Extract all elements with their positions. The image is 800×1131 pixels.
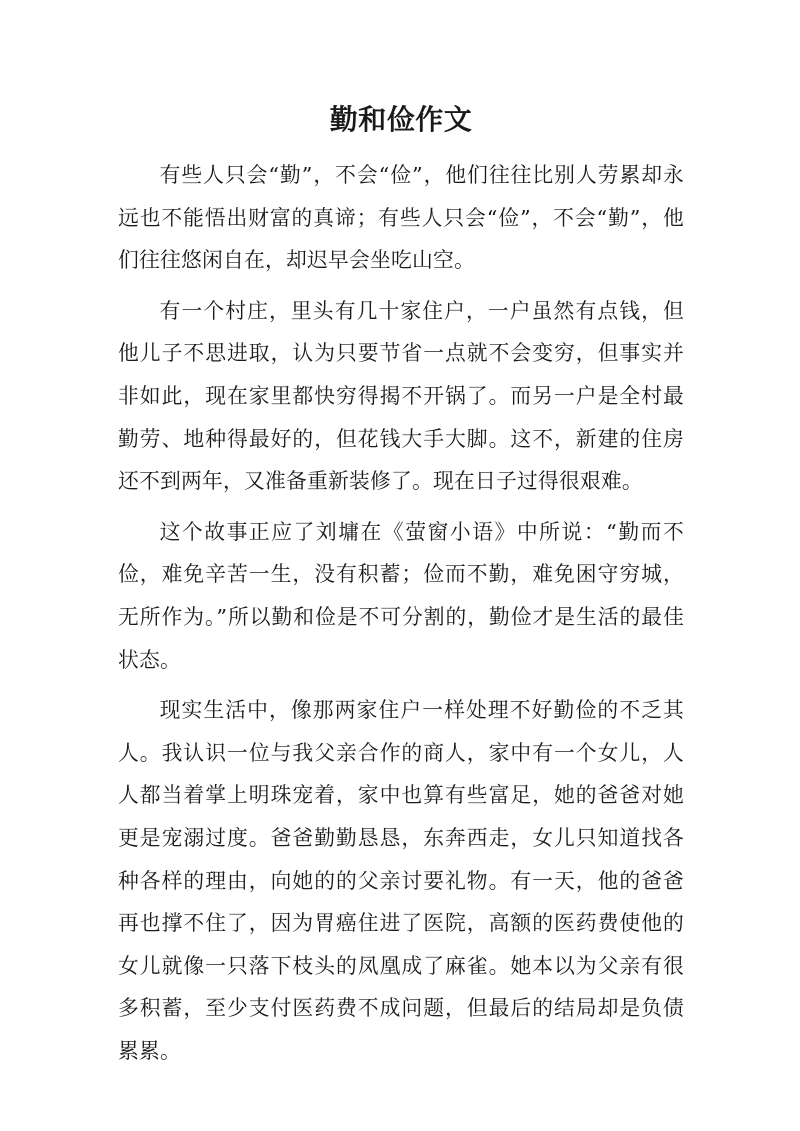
paragraph-3: 这个故事正应了刘墉在《萤窗小语》中所说：“勤而不俭，难免辛苦一生，没有积蓄；俭而不勤，难免困守穷城，无所作为。”所以勤和俭是不可分割的，勤俭才是生活的最佳状态。 (118, 519, 684, 672)
paragraph-1: 有些人只会“勤”，不会“俭”，他们往往比别人劳累却永远也不能悟出财富的真谛；有些人只会“俭”，不会“勤”，他们往往悠闲自在，却迟早会坐吃山空。 (118, 163, 684, 273)
paragraph-4: 现实生活中，像那两家住户一样处理不好勤俭的不乏其人。我认识一位与我父亲合作的商人，家中有一个女儿，人人都当着掌上明珠宠着，家中也算有些富足，她的爸爸对她更是宠溺过度。爸爸勤勤恳恳，东奔西走，女儿只知道找各种各样的理由，向她的的父亲讨要礼物。有一天，他的爸爸再也撑不住了，因为胃癌住进了医院，高额的医药费使他的女儿就像一只落下枝头的凤凰成了麻雀。她本以为父亲有很多积蓄，至少支付医药费不成问题，但最后的结局却是负债累累。 (118, 698, 684, 1063)
paragraph-2: 有一个村庄，里头有几十家住户，一户虽然有点钱，但他儿子不思进取，认为只要节省一点就不会变穷，但事实并非如此，现在家里都快穷得揭不开锅了。而另一户是全村最勤劳、地种得最好的，但花钱大手大脚。这不，新建的住房还不到两年，又准备重新装修了。现在日子过得很艰难。 (118, 298, 684, 494)
document-title: 勤和俭作文 (329, 103, 473, 136)
document-page (118, 96, 684, 1080)
